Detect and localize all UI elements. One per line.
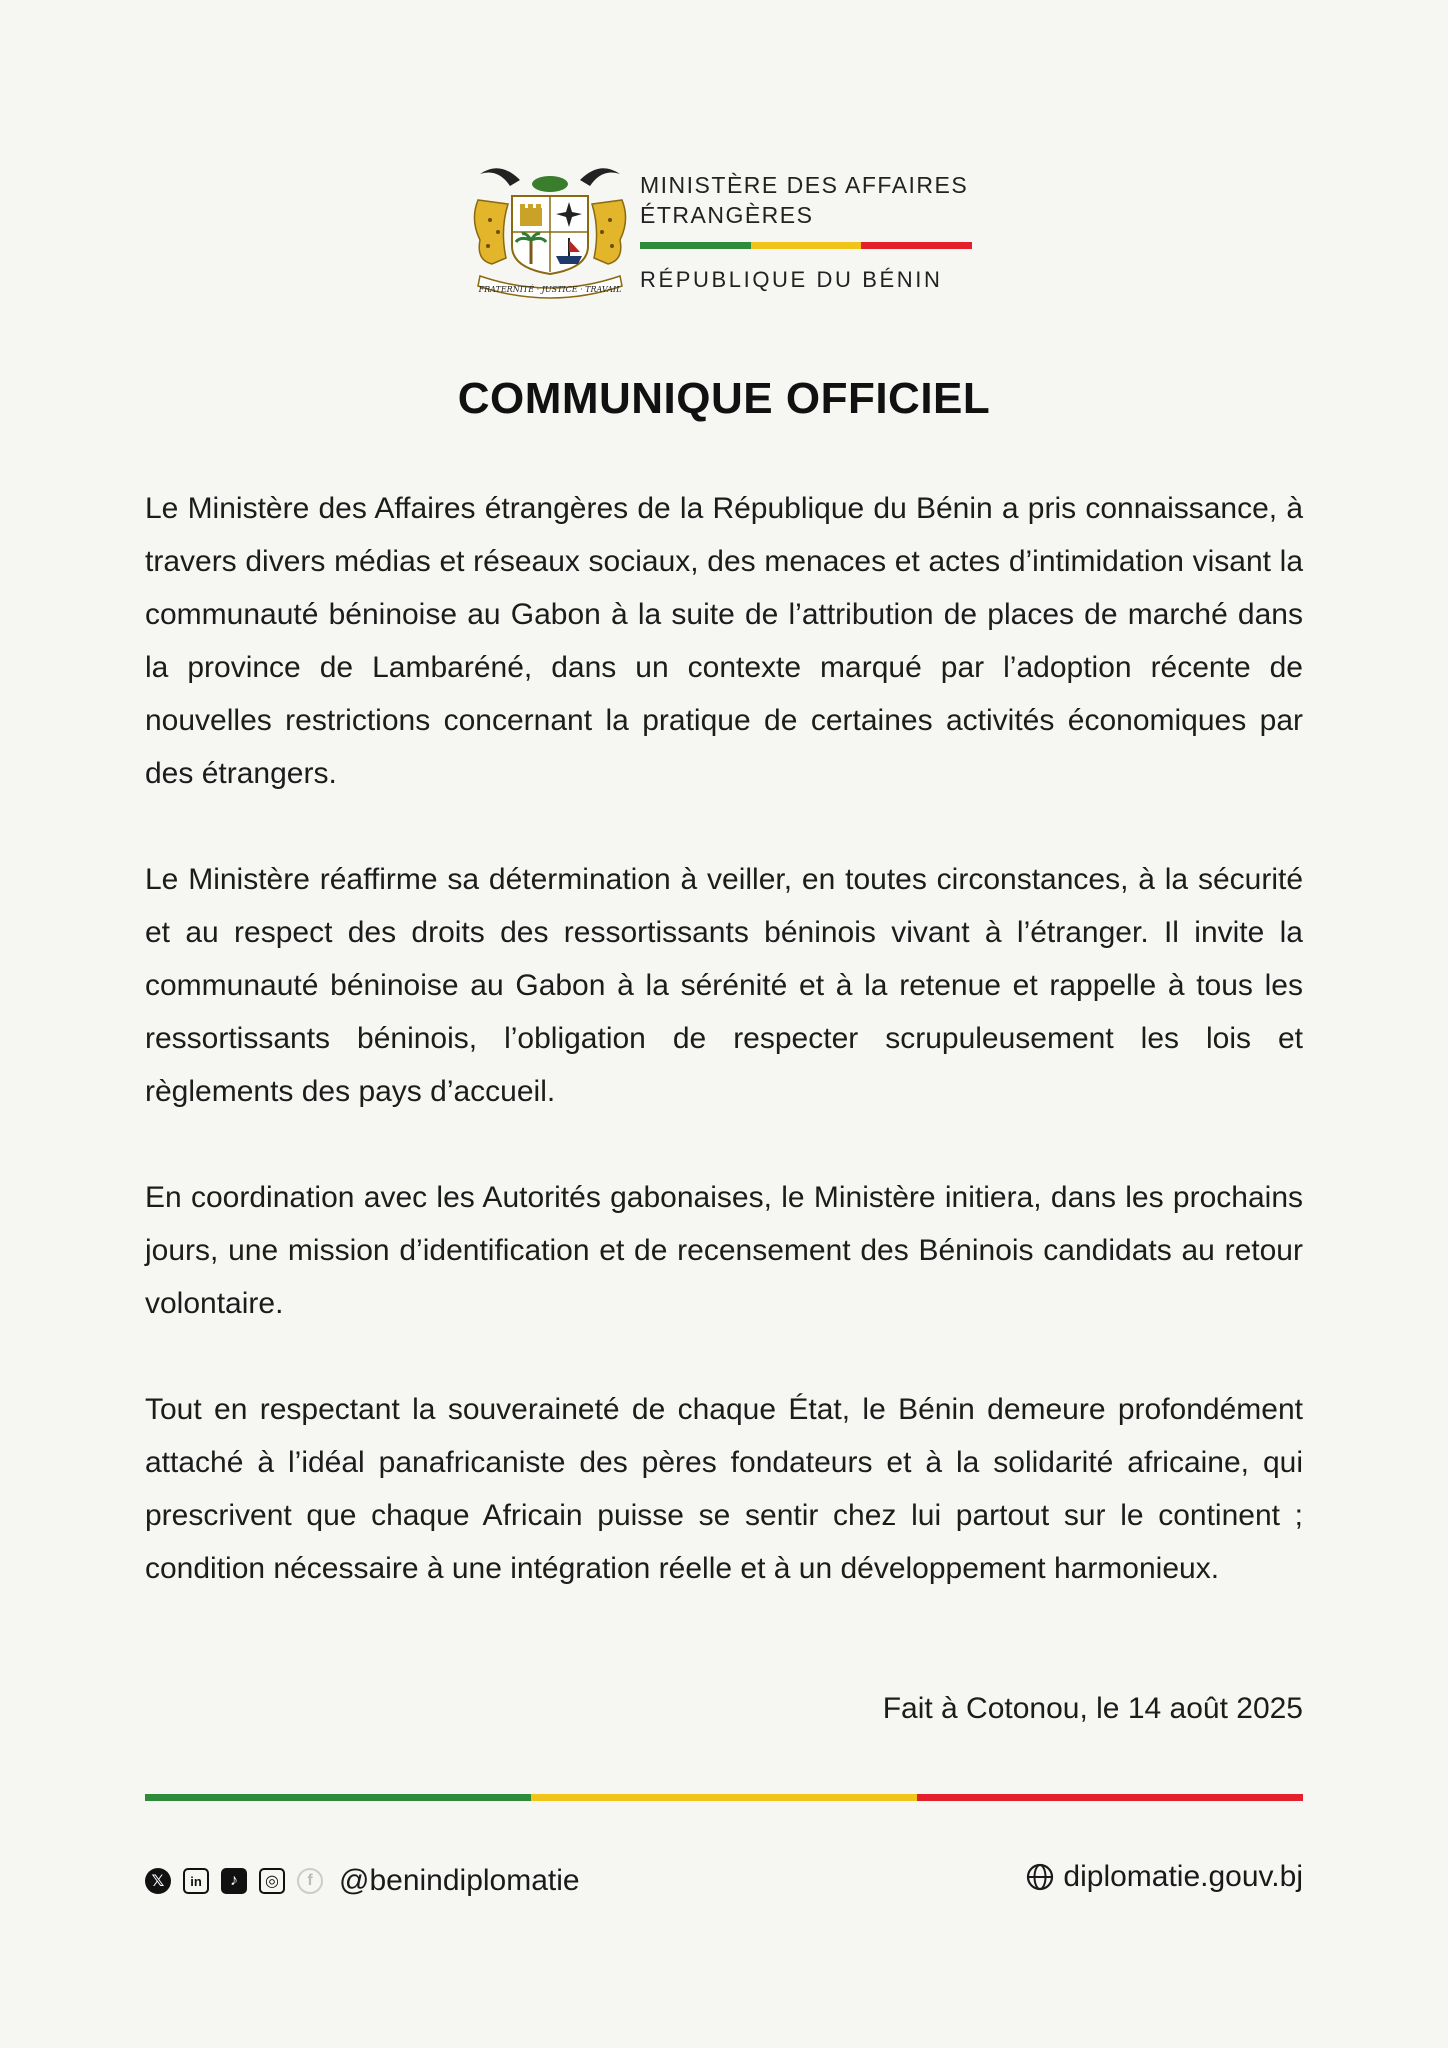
signature-date: Fait à Cotonou, le 14 août 2025: [882, 1692, 1303, 1725]
globe-icon: [1025, 1862, 1055, 1892]
ministry-name-line1: MINISTÈRE DES AFFAIRES: [640, 172, 969, 198]
paragraph-2: Le Ministère réaffirme sa détermination à veiller, en toutes circonstances, à la sécurité et au respect des droits des ressortissants béninois vivant à l’étranger. Il invite la communauté béninoise au Gabon à la sérénité et à la retenue et rappelle à tous les ressortissants béninois, l’obligation de respecter scrupuleusement les lois et règlements des pays d’accueil.: [145, 863, 1303, 1108]
letterhead: [470, 160, 990, 300]
ministry-name-line2: ÉTRANGÈRES: [640, 202, 814, 228]
tiktok-icon[interactable]: ♪: [221, 1868, 247, 1894]
coat-of-arms-icon: [470, 160, 630, 300]
paragraph-1: Le Ministère des Affaires étrangères de la République du Bénin a pris connaissance, à travers divers médias et réseaux sociaux, des menaces et actes d’intimidation visant la communauté béninoise au Gabon à la suite de l’attribution de places de marché dans la province de Lambaréné, dans un contexte marqué par l’adoption récente de nouvelles restrictions concernant la pratique de certaines activités économiques par des étrangers.: [145, 492, 1303, 790]
website-url[interactable]: diplomatie.gouv.bj: [1063, 1860, 1303, 1893]
document-title: COMMUNIQUE OFFICIEL: [457, 374, 991, 423]
ministry-block: [640, 170, 980, 293]
flag-color-bar: [640, 242, 972, 249]
linkedin-icon[interactable]: in: [183, 1868, 209, 1894]
instagram-icon[interactable]: ◎: [259, 1868, 285, 1894]
x-icon[interactable]: 𝕏: [145, 1868, 171, 1894]
facebook-icon[interactable]: f: [297, 1868, 323, 1894]
document-body: [145, 482, 1303, 1648]
paragraph-3: En coordination avec les Autorités gabonaises, le Ministère initiera, dans les prochains jours, une mission d’identification et de recensement des Béninois candidats au retour volontaire.: [145, 1181, 1303, 1320]
website-link[interactable]: [1025, 1860, 1303, 1894]
paragraph-4: Tout en respectant la souveraineté de chaque État, le Bénin demeure profondément attaché à l’idéal panafricaniste des pères fondateurs et à la solidarité africaine, qui prescrivent que chaque Africain puisse se sentir chez lui partout sur le continent ; condition nécessaire à une intégration réelle et à un développement harmonieux.: [145, 1393, 1303, 1585]
footer-flag-bar: [145, 1794, 1303, 1801]
footer-red-segment: [917, 1794, 1303, 1801]
republic-name: RÉPUBLIQUE DU BÉNIN: [640, 267, 943, 292]
footer-yellow-segment: [531, 1794, 917, 1801]
footer-green-segment: [145, 1794, 531, 1801]
flag-yellow-segment: [751, 242, 862, 249]
footer: [145, 1860, 1303, 1900]
social-handle[interactable]: @benindiplomatie: [339, 1864, 580, 1897]
social-links: [145, 1864, 580, 1898]
flag-green-segment: [640, 242, 751, 249]
motto-text: FRATERNITÉ · JUSTICE · TRAVAIL: [478, 285, 622, 294]
flag-red-segment: [861, 242, 972, 249]
